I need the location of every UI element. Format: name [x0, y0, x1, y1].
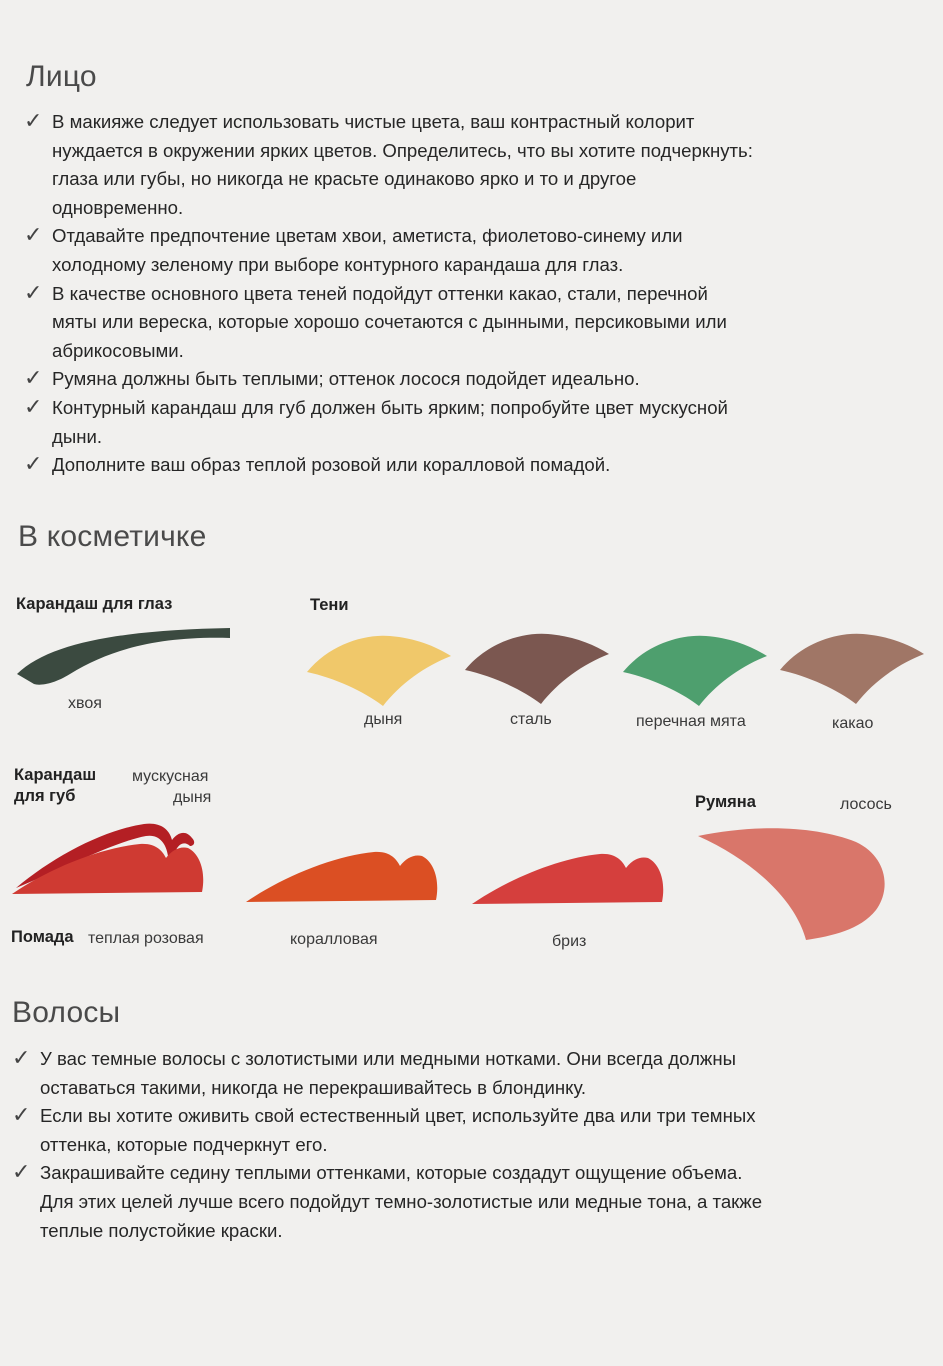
shadow-shape: [465, 634, 609, 704]
checkmark-icon: ✓: [12, 1160, 31, 1186]
shadow-swatch-1: [305, 632, 455, 712]
shadow-name: какао: [832, 715, 874, 732]
blush-label: Румяна: [695, 793, 756, 811]
lipstick-swatch-3: [470, 848, 670, 908]
lip-pencil-shade-line2: дыня: [173, 789, 212, 806]
checkmark-icon: ✓: [24, 223, 43, 249]
list-item: [24, 222, 754, 279]
list-item-text: Закрашивайте седину теплыми оттенками, которые создадут ощущение объема. Для этих целей лучше всего подойдут темно-золотистые или медные тона, а также теплые полустойкие краски.: [40, 1162, 763, 1241]
shadow-name: перечная мята: [636, 713, 746, 730]
list-item-text: Румяна должны быть теплыми; оттенок лосося подойдет идеально.: [52, 368, 640, 390]
hair-bullet-list: [12, 1045, 772, 1245]
shadow-swatch-4: [778, 630, 928, 710]
list-item: [12, 1045, 772, 1102]
lipstick-swatch-1: [10, 838, 210, 898]
checkmark-icon: ✓: [12, 1103, 31, 1129]
checkmark-icon: ✓: [24, 109, 43, 134]
shadow-name: дыня: [364, 711, 403, 728]
face-title: Лицо: [26, 60, 97, 93]
checkmark-icon: ✓: [24, 280, 43, 306]
lipstick-shape: [472, 854, 663, 904]
shadow-shape: [307, 636, 451, 706]
lipstick-name: коралловая: [290, 931, 378, 948]
eye-pencil-label: Карандаш для глаз: [16, 595, 173, 613]
checkmark-icon: ✓: [12, 1046, 31, 1071]
list-item-text: Отдавайте предпочтение цветам хвои, аметиста, фиолетово-синему или холодному зеленому при выборе контурного карандаша для глаз.: [52, 225, 683, 275]
shadow-shape: [780, 634, 924, 704]
blush-shade: лосось: [840, 796, 892, 813]
list-item-text: В макияже следует использовать чистые цвета, ваш контрастный колорит нуждается в окружении ярких цветов. Определитесь, что вы хотите подчеркнуть: глаза или губы, но никогда не красьте одинаково ярко и то и другое одновременно.: [52, 111, 753, 218]
shadow-name: сталь: [510, 711, 552, 728]
blush-swatch: [696, 822, 896, 942]
list-item-text: Контурный карандаш для губ должен быть ярким; попробуйте цвет мускусной дыни.: [52, 396, 728, 447]
list-item: [12, 1159, 772, 1245]
list-item-text: У вас темные волосы с золотистыми или медными нотками. Они всегда должны оставаться такими, никогда не перекрашивайтесь в блондинку.: [40, 1048, 736, 1098]
eye-pencil-stroke: [17, 628, 230, 685]
eye-pencil-shade: хвоя: [68, 695, 102, 712]
checkmark-icon: ✓: [24, 394, 43, 420]
eye-pencil-swatch: [12, 622, 242, 692]
cosmetics-title: В косметичке: [18, 520, 207, 553]
hair-title: Волосы: [12, 996, 121, 1029]
lipstick-swatch-2: [244, 846, 444, 906]
lip-pencil-label-line2: для губ: [14, 787, 76, 805]
lipstick-shape: [12, 844, 203, 894]
lipstick-name: теплая розовая: [88, 930, 204, 947]
checkmark-icon: ✓: [24, 452, 43, 478]
blush-shape: [698, 828, 885, 940]
lip-pencil-shade-line1: мускусная: [132, 768, 209, 785]
lipstick-label: Помада: [11, 928, 74, 946]
list-item: [12, 1102, 772, 1159]
lipstick-name: бриз: [552, 933, 587, 950]
shadow-swatch-2: [463, 630, 613, 710]
shadow-shape: [623, 636, 767, 706]
list-item: [24, 365, 754, 394]
list-item: [24, 394, 754, 451]
face-bullet-list: [24, 108, 754, 480]
lip-pencil-label-line1: Карандаш: [14, 766, 97, 784]
list-item: [24, 280, 754, 366]
list-item-text: Дополните ваш образ теплой розовой или коралловой помадой.: [52, 454, 611, 476]
list-item: [24, 108, 754, 222]
shadows-label: Тени: [310, 596, 349, 614]
shadow-swatch-3: [621, 632, 771, 712]
list-item: [24, 451, 754, 480]
list-item-text: В качестве основного цвета теней подойдут оттенки какао, стали, перечной мяты или вереска, которые хорошо сочетаются с дынными, персиковыми или абрикосовыми.: [52, 282, 727, 361]
checkmark-icon: ✓: [24, 366, 43, 392]
list-item-text: Если вы хотите оживить свой естественный цвет, используйте два или три темных оттенка, которые подчеркнут его.: [40, 1105, 756, 1155]
lipstick-shape: [246, 852, 437, 902]
